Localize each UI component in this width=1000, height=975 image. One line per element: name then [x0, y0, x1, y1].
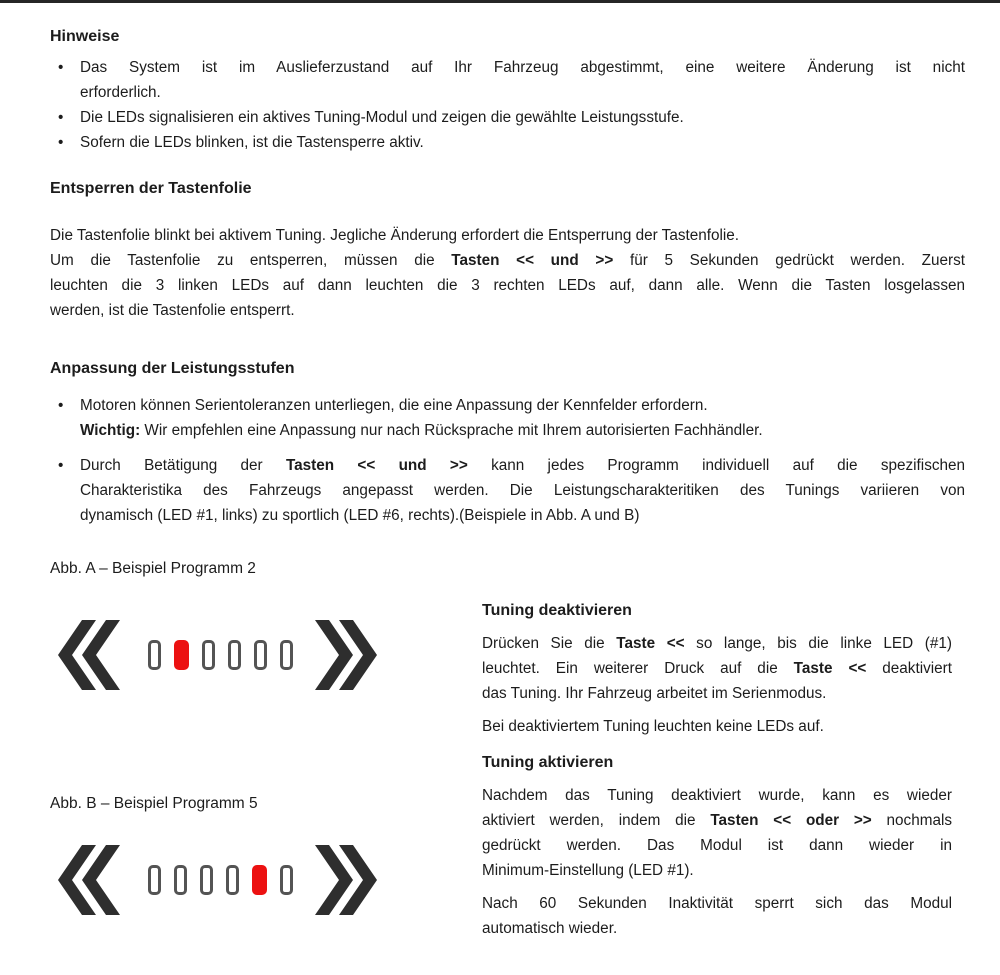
led-row	[148, 865, 293, 895]
bullet-text	[80, 130, 965, 155]
text-line: Charakteristika des Fahrzeugs angepasst werden. Die Leistungscharakteritiken des Tunings variieren von	[80, 482, 965, 499]
led-1	[148, 865, 161, 895]
text-line: Die LEDs signalisieren ein aktives Tuning-Modul und zeigen die gewählte Leistungsstufe.	[80, 109, 684, 126]
tuning-deaktivieren-note	[482, 714, 952, 739]
tuning-aktivieren-paragraph	[482, 783, 952, 883]
text-line: Minimum-Einstellung (LED #1).	[482, 862, 694, 879]
figure-b-caption: Abb. B – Beispiel Programm 5	[50, 795, 258, 812]
figure-b-led-display	[58, 845, 482, 915]
text-line: Nach 60 Sekunden Inaktivität sperrt sich das Modul	[482, 895, 952, 912]
chevron-double-left-icon	[58, 620, 120, 690]
text-line: Die Tastenfolie blinkt bei aktivem Tuning. Jegliche Änderung erfordert die Entsperrung der Tastenfolie.	[50, 227, 740, 244]
text-line: automatisch wieder.	[482, 920, 618, 937]
section-heading-anpassung: Anpassung der Leistungsstufen	[50, 360, 295, 377]
text-line: leuchten die 3 linken LEDs auf dann leuchten die 3 rechten LEDs auf, dann alle. Wenn die Tasten losgelassen	[50, 277, 965, 294]
text-line: leuchtet. Ein weiterer Druck auf die Taste << deaktiviert	[482, 660, 952, 677]
bullet-text	[80, 105, 965, 130]
led-1	[148, 640, 161, 670]
text-line: erforderlich.	[80, 84, 161, 101]
led-5	[254, 640, 267, 670]
document-page	[0, 3, 1000, 941]
led-4	[228, 640, 241, 670]
bullet-icon: •	[58, 457, 64, 474]
text-line: Wichtig: Wir empfehlen eine Anpassung nur nach Rücksprache mit Ihrem autorisierten Fachhändler.	[80, 422, 763, 439]
led-2	[174, 865, 187, 895]
bullet-item	[50, 393, 965, 443]
led-5-active	[252, 865, 267, 895]
text-line: das Tuning. Ihr Fahrzeug arbeitet im Serienmodus.	[482, 685, 827, 702]
text-line: aktiviert werden, indem die Tasten << oder >> nochmals	[482, 812, 953, 829]
text-line: Sofern die LEDs blinken, ist die Tastensperre aktiv.	[80, 134, 424, 151]
tuning-deaktivieren-paragraph	[482, 631, 952, 706]
bullet-icon: •	[58, 59, 64, 76]
bullet-icon: •	[58, 134, 64, 151]
led-row	[148, 640, 293, 670]
bullet-item	[50, 55, 965, 105]
text-line: Das System ist im Auslieferzustand auf Ihr Fahrzeug abgestimmt, eine weitere Änderung ist nicht	[80, 59, 965, 76]
text-line: werden, ist die Tastenfolie entsperrt.	[50, 302, 295, 319]
figure-a-led-display	[58, 620, 482, 690]
led-3	[200, 865, 213, 895]
led-3	[202, 640, 215, 670]
text-line: Nachdem das Tuning deaktiviert wurde, kann es wieder	[482, 787, 952, 804]
bullet-item	[50, 130, 965, 155]
text-line: Motoren können Serientoleranzen unterliegen, die eine Anpassung der Kennfelder erfordern.	[80, 397, 708, 414]
text-line: dynamisch (LED #1, links) zu sportlich (LED #6, rechts).(Beispiele in Abb. A und B)	[80, 507, 640, 524]
chevron-double-right-icon	[315, 620, 377, 690]
bullet-icon: •	[58, 109, 64, 126]
led-4	[226, 865, 239, 895]
hinweise-bullet-list	[50, 55, 965, 155]
section-heading-entsperren: Entsperren der Tastenfolie	[50, 180, 252, 197]
section-heading-tuning-deaktivieren: Tuning deaktivieren	[482, 602, 632, 619]
section-heading-tuning-aktivieren: Tuning aktivieren	[482, 754, 614, 771]
chevron-double-left-icon	[58, 845, 120, 915]
text-line: Bei deaktiviertem Tuning leuchten keine LEDs auf.	[482, 718, 824, 735]
led-6	[280, 865, 293, 895]
led-2-active	[174, 640, 189, 670]
text-line: Um die Tastenfolie zu entsperren, müssen die Tasten << und >> für 5 Sekunden gedrückt werden. Zuerst	[50, 252, 966, 269]
bullet-icon: •	[58, 397, 64, 414]
text-line: Durch Betätigung der Tasten << und >> kann jedes Programm individuell auf die spezifischen	[80, 457, 966, 474]
figure-a-caption: Abb. A – Beispiel Programm 2	[50, 560, 256, 577]
bullet-text	[80, 55, 965, 105]
entsperren-paragraph	[50, 223, 965, 323]
bullet-item	[50, 105, 965, 130]
instructions-column	[482, 556, 965, 941]
bullet-item	[50, 453, 965, 528]
tuning-aktivieren-note	[482, 891, 952, 941]
text-line: Drücken Sie die Taste << so lange, bis die linke LED (#1)	[482, 635, 952, 652]
bullet-text	[80, 453, 965, 528]
text-line: gedrückt werden. Das Modul ist dann wieder in	[482, 837, 952, 854]
bullet-text	[80, 393, 965, 443]
section-heading-hinweise: Hinweise	[50, 28, 120, 45]
led-6	[280, 640, 293, 670]
chevron-double-right-icon	[315, 845, 377, 915]
figures-and-instructions	[50, 556, 965, 941]
anpassung-bullet-list	[50, 393, 965, 528]
figures-column	[50, 556, 482, 941]
